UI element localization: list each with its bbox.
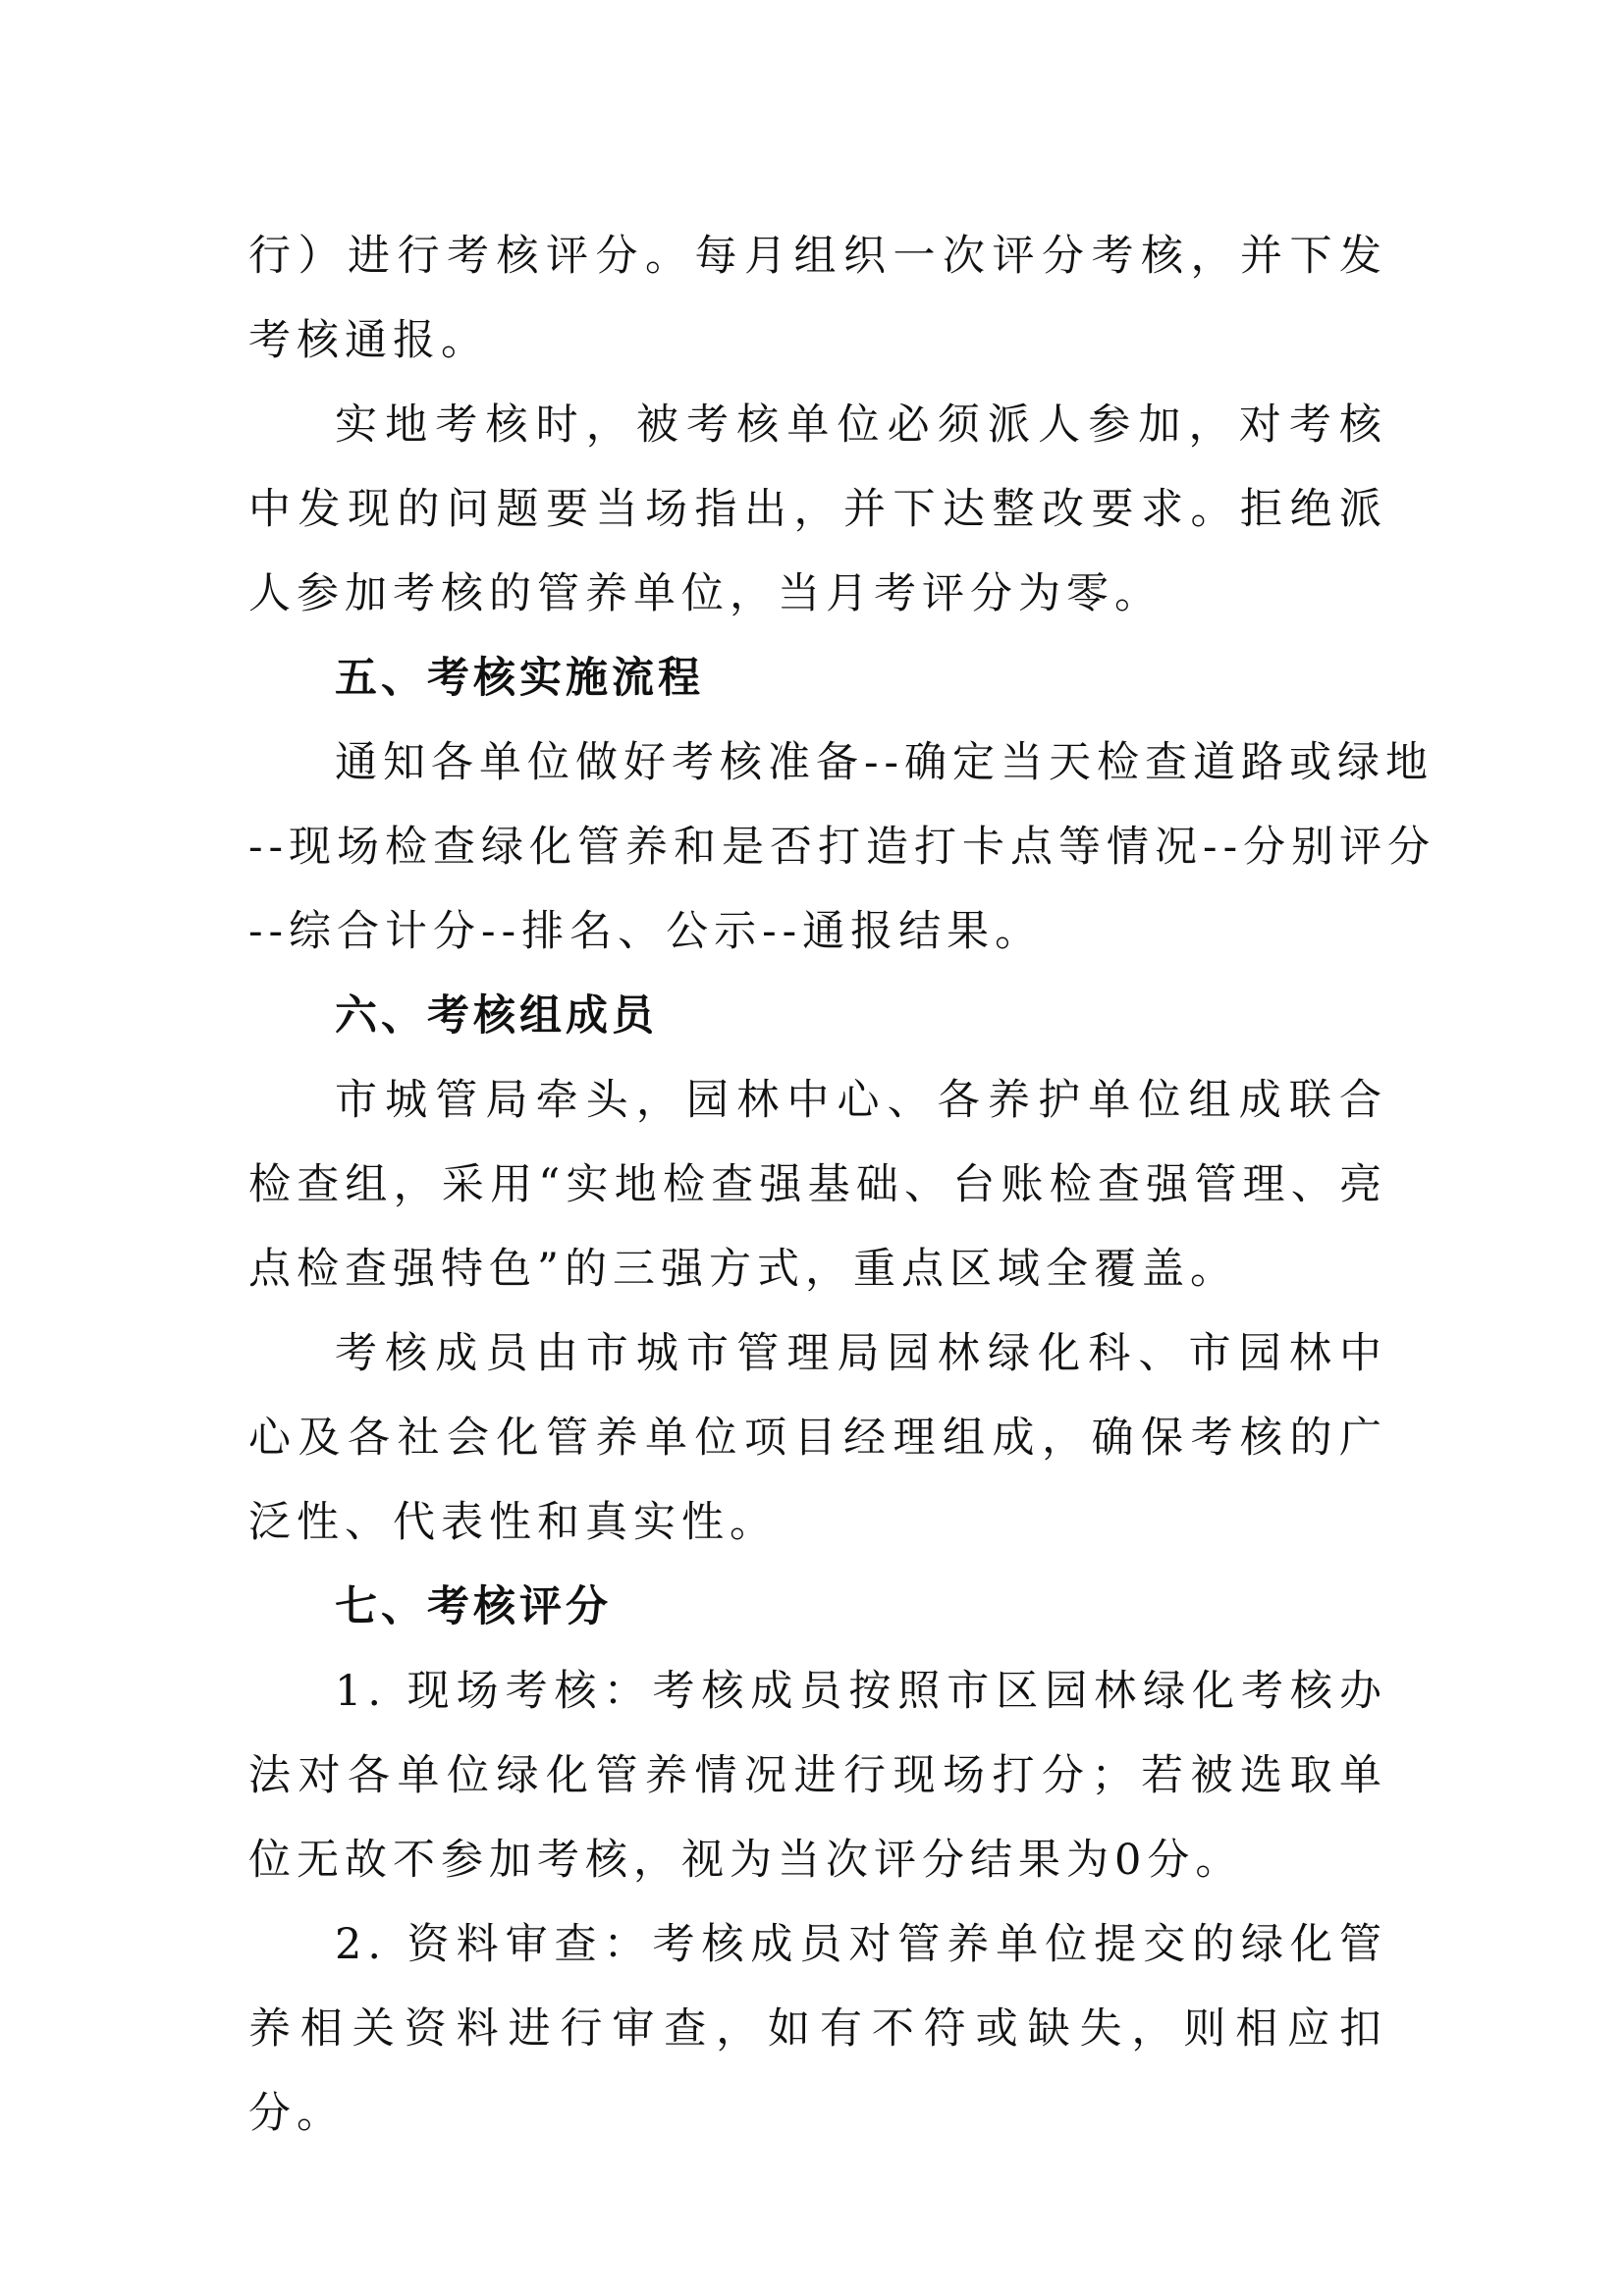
section-heading-6: 六、考核组成员: [335, 991, 658, 1041]
paragraph-continuation: 行）进行考核评分。每月组织一次评分考核，并下发考核通报。: [248, 232, 1387, 365]
process-flow-line: --现场检查绿化管养和是否打造打卡点等情况--分别评分: [248, 823, 1436, 872]
paragraph-joint-group: 市城管局牵头，园林中心、各养护单位组成联合检查组，采用“实地检查强基础、台账检查强管理、亮点检查强特色”的三强方式，重点区域全覆盖。: [248, 1076, 1387, 1294]
paragraph-onsite-scoring: 1. 现场考核：考核成员按照市区园林绿化考核办法对各单位绿化管养情况进行现场打分；若被选取单位无故不参加考核，视为当次评分结果为0分。: [248, 1667, 1387, 1885]
paragraph-field-inspection: 实地考核时，被考核单位必须派人参加，对考核中发现的问题要当场指出，并下达整改要求。拒绝派人参加考核的管养单位，当月考评分为零。: [248, 400, 1387, 618]
paragraph-members: 考核成员由市城市管理局园林绿化科、市园林中心及各社会化管养单位项目经理组成，确保考核的广泛性、代表性和真实性。: [248, 1329, 1387, 1547]
section-heading-5: 五、考核实施流程: [335, 654, 704, 703]
section-heading-7: 七、考核评分: [335, 1582, 612, 1631]
process-flow-line: --综合计分--排名、公示--通报结果。: [248, 907, 1044, 956]
process-flow-line: 通知各单位做好考核准备--确定当天检查道路或绿地: [335, 738, 1435, 787]
process-flow: [248, 721, 1436, 974]
paragraph-document-review: 2. 资料审查：考核成员对管养单位提交的绿化管养相关资料进行审查，如有不符或缺失，则相应扣分。: [248, 1920, 1387, 2138]
document-body: [248, 214, 1436, 2156]
